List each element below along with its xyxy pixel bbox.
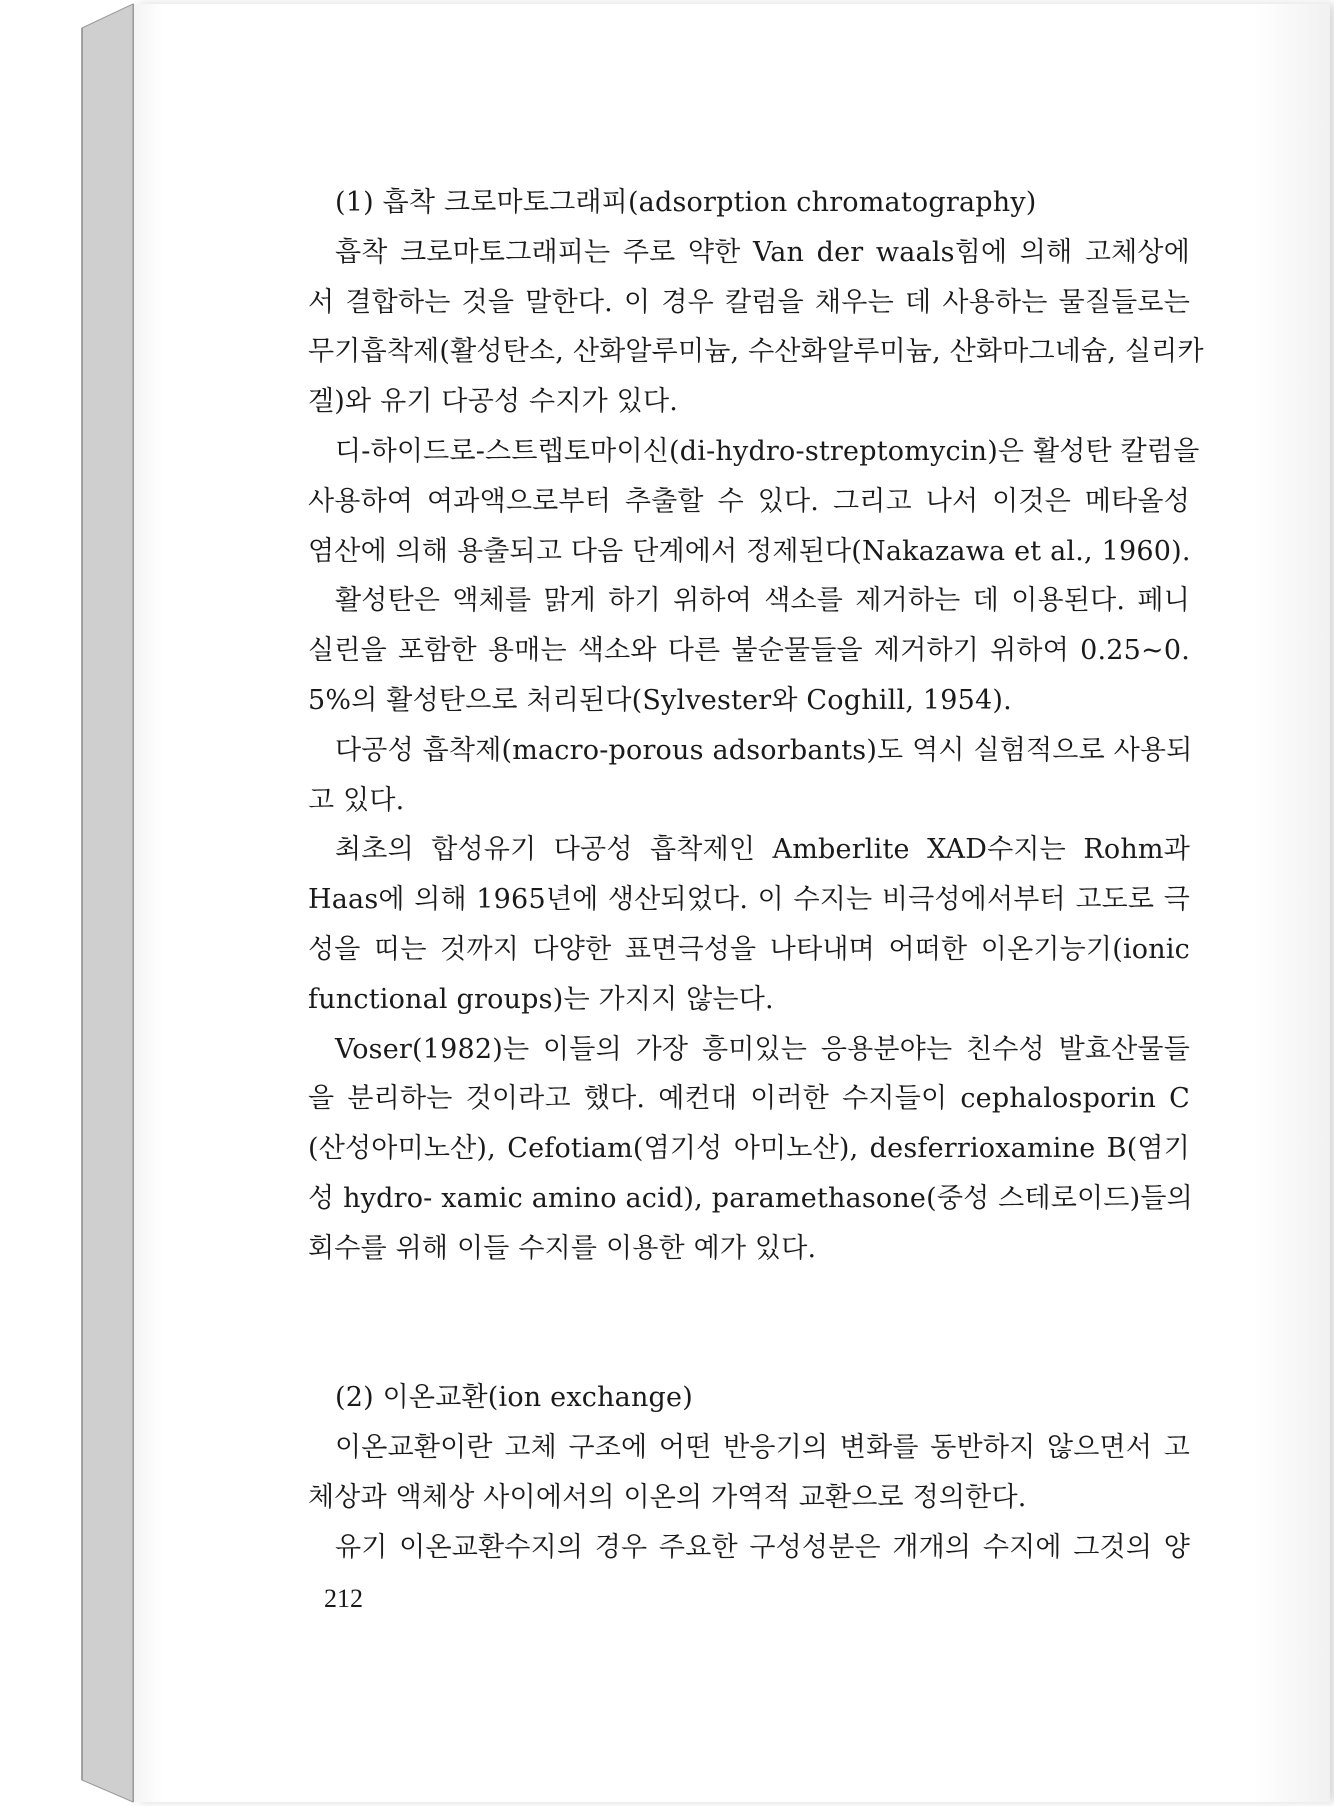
text-line: 활성탄은 액체를 맑게 하기 위하여 색소를 제거하는 데 이용된다. 페니 [335, 585, 1190, 617]
text-line: 최초의 합성유기 다공성 흡착제인 Amberlite XAD수지는 Rohm과 [335, 834, 1190, 866]
text-line: 성을 띠는 것까지 다양한 표면극성을 나타내며 어떠한 이온기능기(ionic [308, 933, 1190, 965]
text-line: 서 결합하는 것을 말한다. 이 경우 칼럼을 채우는 데 사용하는 물질들로는 [308, 286, 1190, 318]
text-line: 성 hydro- xamic amino acid), paramethasone(중성 스테로이드)들의 [308, 1182, 1193, 1214]
section-gap [308, 1274, 1190, 1374]
text-line: (산성아미노산), Cefotiam(염기성 아미노산), desferrioxamine B(염기 [308, 1133, 1190, 1165]
text-line: 이온교환이란 고체 구조에 어떤 반응기의 변화를 동반하지 않으면서 고 [335, 1431, 1190, 1463]
section-heading: (1) 흡착 크로마토그래피(adsorption chromatography) [335, 187, 1037, 218]
text-line: 겔)와 유기 다공성 수지가 있다. [308, 386, 679, 418]
text-line: 을 분리하는 것이라고 했다. 예컨대 이러한 수지들이 cephalosporin C [308, 1083, 1190, 1115]
text-line: Voser(1982)는 이들의 가장 흥미있는 응용분야는 친수성 발효산물들 [335, 1033, 1190, 1065]
text-line: 유기 이온교환수지의 경우 주요한 구성성분은 개개의 수지에 그것의 양 [335, 1531, 1190, 1563]
text-line: 고 있다. [308, 784, 405, 816]
text-line: 다공성 흡착제(macro-porous adsorbants)도 역시 실험적으로 사용되 [335, 734, 1193, 766]
text-line: 실린을 포함한 용매는 색소와 다른 불순물들을 제거하기 위하여 0.25~0. [308, 635, 1190, 667]
text-line: 디-하이드로-스트렙토마이신(di-hydro-streptomycin)은 활성탄 칼럼을 [335, 435, 1200, 467]
text-line: 체상과 액체상 사이에서의 이온의 가역적 교환으로 정의한다. [308, 1481, 1027, 1513]
section-heading: (2) 이온교환(ion exchange) [335, 1382, 693, 1414]
text-line: functional groups)는 가지지 않는다. [308, 983, 774, 1015]
text-line: 흡착 크로마토그래피는 주로 약한 Van der waals힘에 의해 고체상에 [335, 236, 1190, 268]
text-line: 염산에 의해 용출되고 다음 단계에서 정제된다(Nakazawa et al., 1960). [308, 535, 1191, 567]
text-line: 5%의 활성탄으로 처리된다(Sylvester와 Coghill, 1954). [308, 684, 1012, 716]
page-number: 212 [324, 1584, 363, 1613]
text-line: 무기흡착제(활성탄소, 산화알루미늄, 수산화알루미늄, 산화마그네슘, 실리카 [308, 336, 1204, 368]
text-line: Haas에 의해 1965년에 생산되었다. 이 수지는 비극성에서부터 고도로 극 [308, 884, 1190, 916]
page-text-body [308, 178, 1204, 1572]
text-line: 사용하여 여과액으로부터 추출할 수 있다. 그리고 나서 이것은 메타올성 [308, 485, 1190, 517]
text-line: 회수를 위해 이들 수지를 이용한 예가 있다. [308, 1232, 817, 1264]
